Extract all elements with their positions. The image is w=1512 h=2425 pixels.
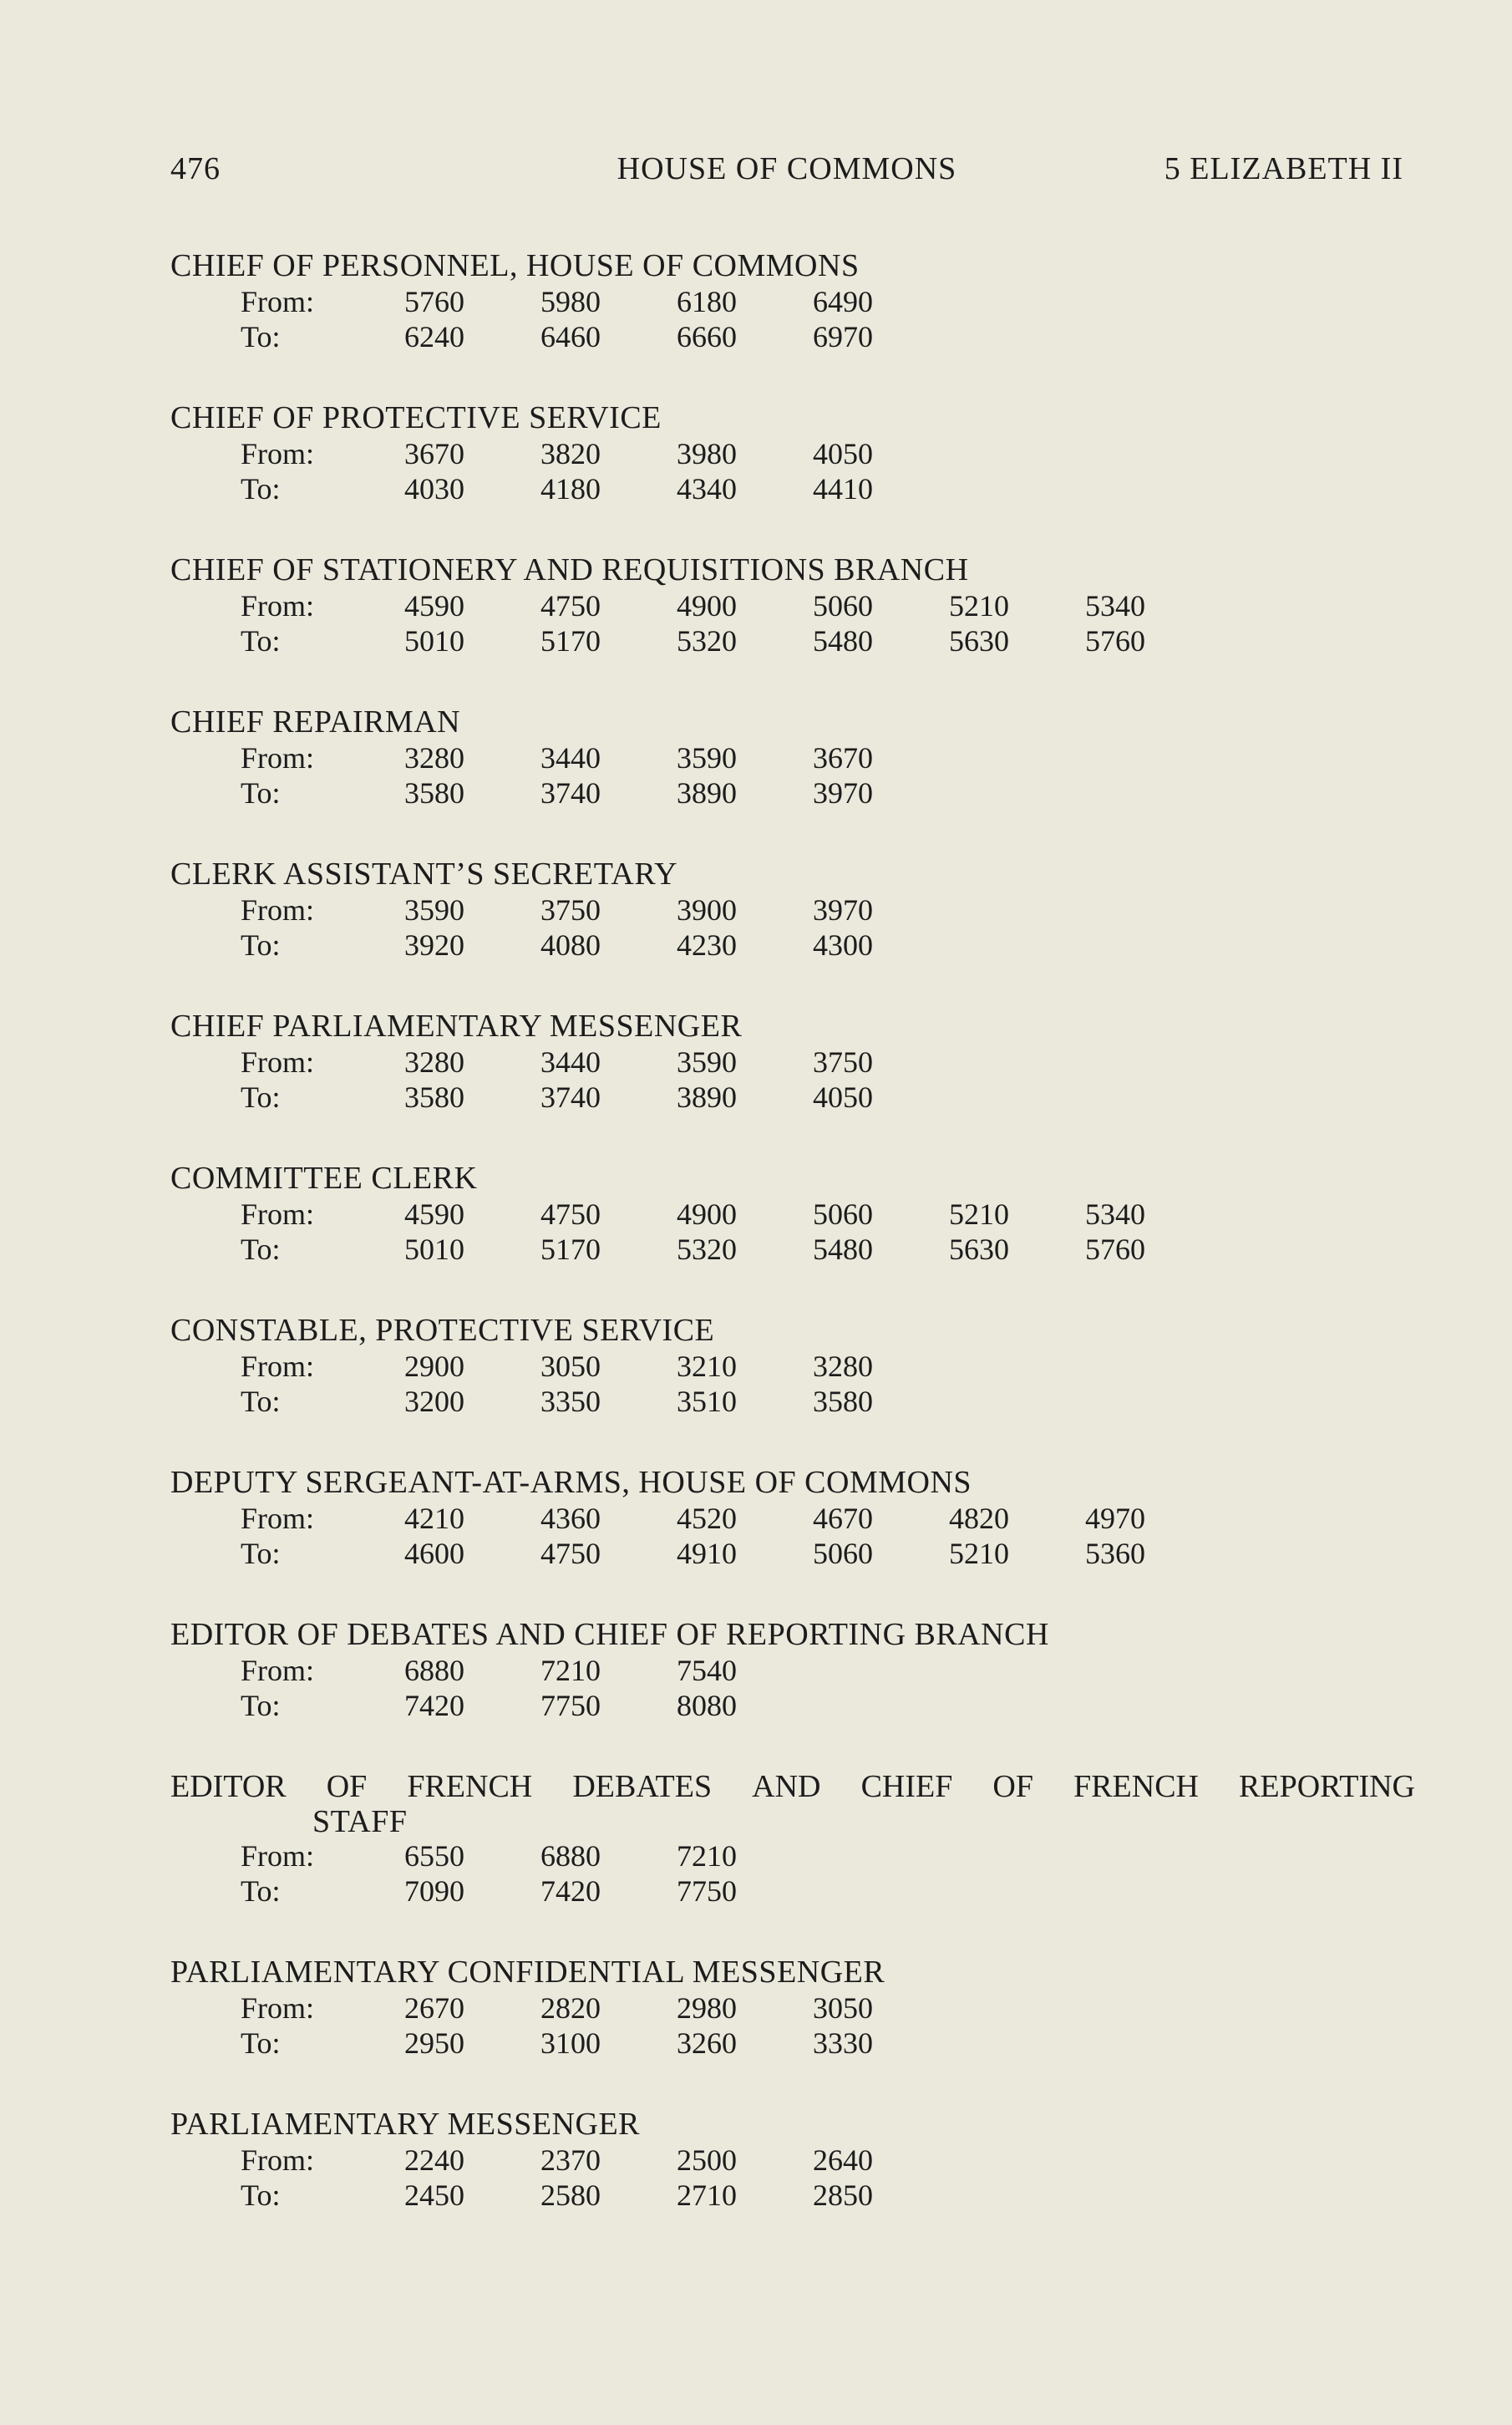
salary-value: 7750: [540, 1689, 601, 1722]
position-title-word: DEBATES: [572, 1769, 713, 1804]
salary-value: 6240: [404, 320, 464, 353]
to-label: To:: [241, 472, 281, 506]
salary-value: 3580: [813, 1385, 873, 1418]
from-row: [170, 436, 1415, 471]
salary-value: 3590: [677, 741, 737, 775]
to-row: [170, 319, 1415, 354]
salary-value: 6660: [677, 320, 737, 353]
salary-value: 4520: [677, 1502, 737, 1535]
salary-value: 3670: [404, 437, 464, 470]
to-label: To:: [241, 2178, 281, 2212]
to-label: To:: [241, 776, 281, 810]
salary-value: 4750: [540, 1197, 601, 1231]
from-label: From:: [241, 1045, 315, 1079]
to-row: [170, 775, 1415, 811]
salary-value: 5760: [1085, 1233, 1145, 1266]
salary-value: 4180: [540, 472, 601, 506]
to-row: [170, 1080, 1415, 1115]
to-row: [170, 1873, 1415, 1909]
from-row: [170, 1197, 1415, 1232]
salary-value: 2820: [540, 1991, 601, 2025]
position-title: CLERK ASSISTANT’S SECRETARY: [170, 857, 678, 892]
salary-value: 7420: [540, 1874, 601, 1908]
salary-value: 4910: [677, 1537, 737, 1570]
from-row: [170, 1501, 1415, 1536]
salary-value: 4590: [404, 589, 464, 623]
salary-value: 3750: [540, 893, 601, 927]
to-row: [170, 623, 1415, 658]
salary-value: 3970: [813, 893, 873, 927]
from-label: From:: [241, 437, 315, 470]
salary-value: 3590: [677, 1045, 737, 1079]
from-row: [170, 1653, 1415, 1688]
salary-value: 3200: [404, 1385, 464, 1418]
salary-value: 2580: [540, 2178, 601, 2212]
salary-value: 3210: [677, 1350, 737, 1383]
salary-value: 3900: [677, 893, 737, 927]
position-section: [170, 247, 1415, 399]
position-section: [170, 1768, 1415, 1954]
position-title: CHIEF REPAIRMAN: [170, 704, 461, 740]
salary-value: 5010: [404, 1233, 464, 1266]
salary-value: 3440: [540, 741, 601, 775]
to-label: To:: [241, 1233, 281, 1266]
from-label: From:: [241, 589, 315, 623]
salary-value: 3280: [404, 1045, 464, 1079]
to-label: To:: [241, 928, 281, 962]
to-label: To:: [241, 2026, 281, 2060]
salary-value: 4030: [404, 472, 464, 506]
salary-value: 5980: [540, 285, 601, 318]
to-label: To:: [241, 1080, 281, 1114]
salary-value: 4600: [404, 1537, 464, 1570]
salary-value: 3350: [540, 1385, 601, 1418]
position-section: [170, 704, 1415, 856]
position-title-word: OF: [326, 1769, 368, 1804]
session-label: 5 ELIZABETH II: [1164, 151, 1403, 186]
salary-value: 4050: [813, 437, 873, 470]
position-title-word: FRENCH: [407, 1769, 533, 1804]
salary-value: 5340: [1085, 589, 1145, 623]
salary-value: 4340: [677, 472, 737, 506]
salary-value: 8080: [677, 1689, 737, 1722]
salary-value: 5170: [540, 1233, 601, 1266]
salary-value: 3750: [813, 1045, 873, 1079]
salary-value: 2450: [404, 2178, 464, 2212]
salary-value: 4210: [404, 1502, 464, 1535]
salary-value: 5320: [677, 1233, 737, 1266]
from-row: [170, 892, 1415, 928]
salary-value: 2370: [540, 2143, 601, 2177]
salary-value: 2500: [677, 2143, 737, 2177]
salary-value: 2900: [404, 1350, 464, 1383]
salary-value: 3440: [540, 1045, 601, 1079]
salary-value: 6180: [677, 285, 737, 318]
salary-value: 5360: [1085, 1537, 1145, 1570]
position-title: EDITOR OF DEBATES AND CHIEF OF REPORTING BRANCH: [170, 1617, 1049, 1652]
salary-value: 6880: [540, 1839, 601, 1873]
position-title-word: AND: [752, 1769, 821, 1804]
salary-value: 3890: [677, 776, 737, 810]
position-section: [170, 1464, 1415, 1616]
salary-value: 4820: [949, 1502, 1009, 1535]
position-title-word: FRENCH: [1073, 1769, 1199, 1804]
salary-value: 3890: [677, 1080, 737, 1114]
from-label: From:: [241, 1197, 315, 1231]
salary-value: 4360: [540, 1502, 601, 1535]
salary-value: 5630: [949, 1233, 1009, 1266]
salary-value: 3280: [813, 1350, 873, 1383]
salary-value: 4410: [813, 472, 873, 506]
salary-value: 2710: [677, 2178, 737, 2212]
salary-value: 5480: [813, 624, 873, 658]
from-label: From:: [241, 893, 315, 927]
position-section: [170, 1312, 1415, 1464]
salary-value: 4670: [813, 1502, 873, 1535]
to-label: To:: [241, 624, 281, 658]
position-section: [170, 1160, 1415, 1312]
running-title: HOUSE OF COMMONS: [616, 151, 957, 186]
position-title-word: EDITOR: [170, 1769, 287, 1804]
salary-value: 4080: [540, 928, 601, 962]
salary-value: 5760: [1085, 624, 1145, 658]
position-title: COMMITTEE CLERK: [170, 1161, 478, 1196]
salary-value: 6880: [404, 1654, 464, 1687]
position-section: [170, 1954, 1415, 2106]
salary-value: 5340: [1085, 1197, 1145, 1231]
position-section: [170, 2106, 1415, 2258]
salary-value: 3740: [540, 776, 601, 810]
to-label: To:: [241, 1874, 281, 1908]
to-label: To:: [241, 1385, 281, 1418]
salary-value: 4900: [677, 589, 737, 623]
salary-value: 7540: [677, 1654, 737, 1687]
to-row: [170, 471, 1415, 506]
to-row: [170, 1232, 1415, 1267]
position-title: CHIEF PARLIAMENTARY MESSENGER: [170, 1009, 743, 1044]
salary-value: 4900: [677, 1197, 737, 1231]
salary-value: 5060: [813, 1537, 873, 1570]
to-row: [170, 928, 1415, 963]
from-row: [170, 1045, 1415, 1080]
salary-value: 5760: [404, 285, 464, 318]
position-title-word: CHIEF: [860, 1769, 953, 1804]
to-label: To:: [241, 320, 281, 353]
from-row: [170, 1838, 1415, 1873]
from-label: From:: [241, 1350, 315, 1383]
from-label: From:: [241, 1991, 315, 2025]
to-row: [170, 1536, 1415, 1571]
position-title: PARLIAMENTARY MESSENGER: [170, 2107, 640, 2142]
page-number: 476: [170, 151, 221, 186]
salary-value: 6970: [813, 320, 873, 353]
salary-value: 2950: [404, 2026, 464, 2060]
salary-value: 3920: [404, 928, 464, 962]
salary-value: 7750: [677, 1874, 737, 1908]
salary-value: 5480: [813, 1233, 873, 1266]
salary-value: 7420: [404, 1689, 464, 1722]
position-section: [170, 856, 1415, 1008]
from-row: [170, 284, 1415, 319]
salary-value: 4230: [677, 928, 737, 962]
to-row: [170, 1688, 1415, 1723]
position-section: [170, 1008, 1415, 1160]
to-row: [170, 2026, 1415, 2061]
from-label: From:: [241, 1654, 315, 1687]
salary-value: 5320: [677, 624, 737, 658]
salary-value: 3330: [813, 2026, 873, 2060]
position-title-word: OF: [992, 1769, 1033, 1804]
salary-value: 3260: [677, 2026, 737, 2060]
salary-value: 5210: [949, 1197, 1009, 1231]
salary-value: 6490: [813, 285, 873, 318]
from-row: [170, 588, 1415, 623]
salary-value: 3590: [404, 893, 464, 927]
position-section: [170, 1616, 1415, 1768]
salary-value: 2240: [404, 2143, 464, 2177]
from-label: From:: [241, 2143, 315, 2177]
salary-value: 4300: [813, 928, 873, 962]
to-row: [170, 1384, 1415, 1419]
salary-value: 5010: [404, 624, 464, 658]
from-label: From:: [241, 1502, 315, 1535]
from-label: From:: [241, 1839, 315, 1873]
position-title: CHIEF OF PERSONNEL, HOUSE OF COMMONS: [170, 248, 860, 283]
salary-value: 5630: [949, 624, 1009, 658]
from-row: [170, 1990, 1415, 2026]
salary-value: 4750: [540, 589, 601, 623]
salary-value: 5210: [949, 1537, 1009, 1570]
salary-value: 2980: [677, 1991, 737, 2025]
position-title-word: REPORTING: [1239, 1769, 1415, 1804]
salary-value: 6550: [404, 1839, 464, 1873]
salary-value: 6460: [540, 320, 601, 353]
salary-value: 3100: [540, 2026, 601, 2060]
salary-value: 3580: [404, 776, 464, 810]
salary-value: 4050: [813, 1080, 873, 1114]
from-row: [170, 2143, 1415, 2178]
salary-value: 4750: [540, 1537, 601, 1570]
position-title: CONSTABLE, PROTECTIVE SERVICE: [170, 1313, 715, 1348]
salary-value: 3050: [540, 1350, 601, 1383]
salary-value: 7210: [677, 1839, 737, 1873]
position-title: [170, 1768, 1415, 1805]
salary-value: 5170: [540, 624, 601, 658]
position-title: CHIEF OF PROTECTIVE SERVICE: [170, 400, 662, 435]
salary-value: 4970: [1085, 1502, 1145, 1535]
from-label: From:: [241, 741, 315, 775]
salary-value: 3580: [404, 1080, 464, 1114]
salary-value: 3820: [540, 437, 601, 470]
position-section: [170, 552, 1415, 704]
to-label: To:: [241, 1689, 281, 1722]
page-header: [170, 150, 1403, 197]
salary-value: 2850: [813, 2178, 873, 2212]
from-row: [170, 1349, 1415, 1384]
salary-value: 3670: [813, 741, 873, 775]
salary-value: 5060: [813, 1197, 873, 1231]
salary-value: 5210: [949, 589, 1009, 623]
to-label: To:: [241, 1537, 281, 1570]
from-label: From:: [241, 285, 315, 318]
salary-value: 4590: [404, 1197, 464, 1231]
salary-value: 3980: [677, 437, 737, 470]
salary-value: 3050: [813, 1991, 873, 2025]
position-title: PARLIAMENTARY CONFIDENTIAL MESSENGER: [170, 1955, 885, 1990]
salary-value: 2640: [813, 2143, 873, 2177]
salary-value: 7210: [540, 1654, 601, 1687]
position-title: DEPUTY SERGEANT-AT-ARMS, HOUSE OF COMMONS: [170, 1465, 972, 1500]
salary-value: 3510: [677, 1385, 737, 1418]
salary-listing: [170, 247, 1415, 2258]
salary-value: 3970: [813, 776, 873, 810]
salary-value: 7090: [404, 1874, 464, 1908]
salary-value: 2670: [404, 1991, 464, 2025]
salary-value: 5060: [813, 589, 873, 623]
salary-value: 3740: [540, 1080, 601, 1114]
to-row: [170, 2178, 1415, 2213]
from-row: [170, 740, 1415, 775]
salary-value: 3280: [404, 741, 464, 775]
position-title-continuation: STAFF: [312, 1804, 408, 1839]
position-title: CHIEF OF STATIONERY AND REQUISITIONS BRANCH: [170, 552, 969, 587]
position-section: [170, 399, 1415, 552]
